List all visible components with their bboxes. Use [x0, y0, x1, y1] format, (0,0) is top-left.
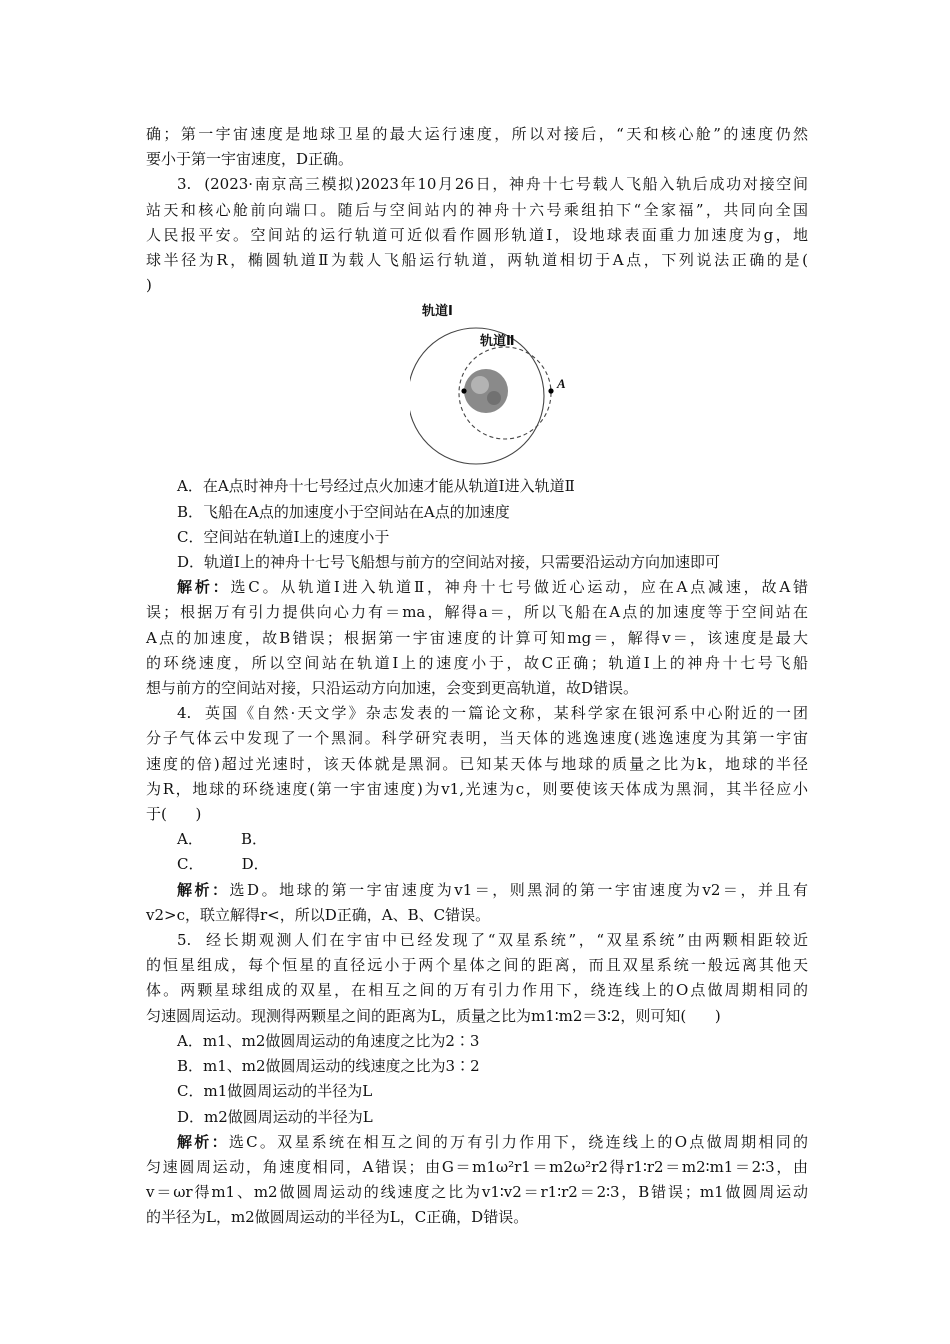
text-line: 球半径为R，椭圆轨道Ⅱ为载人飞船运行轨道，两轨道相切于A点，下列说法正确的是(: [146, 251, 808, 270]
document-page: [146, 122, 808, 1231]
text-line: 匀速圆周运动，角速度相同，A错误；由G＝m1ω²r1＝m2ω²r2得r1∶r2＝m2∶m1＝2∶3，由: [146, 1157, 808, 1176]
analysis-text: 选C。从轨道Ⅰ进入轨道Ⅱ，神舟十七号做近心运动，应在A点减速，故A错: [230, 578, 808, 597]
orbit-1-label: 轨道Ⅰ: [422, 304, 453, 320]
analysis-text: 选C。双星系统在相互之间的万有引力作用下，绕连线上的O点做周期相同的: [228, 1132, 808, 1151]
text-line: 要小于第一宇宙速度，D正确。: [146, 150, 354, 169]
option-a: A．在A点时神舟十七号经过点火加速才能从轨道Ⅰ进入轨道Ⅱ: [177, 477, 575, 496]
option-d: D．轨道Ⅰ上的神舟十七号飞船想与前方的空间站对接，只需要沿运动方向加速即可: [177, 553, 720, 572]
analysis-label: 解析：: [177, 1132, 229, 1151]
text-line: 于( ): [146, 805, 202, 824]
text-line: 分子气体云中发现了一个黑洞。科学研究表明，当天体的逃逸速度(逃逸速度为其第一宇宙: [146, 729, 808, 748]
orbit-figure: [146, 302, 808, 472]
text-line: 速度的倍)超过光速时，该天体就是黑洞。已知某天体与地球的质量之比为k，地球的半径: [146, 754, 808, 773]
question-4-stem: 4. 英国《自然·天文学》杂志发表的一篇论文称，某科学家在银河系中心附近的一团: [177, 704, 808, 723]
point-marker: [461, 389, 466, 394]
option-a: A．m1、m2做圆周运动的角速度之比为2∶3: [177, 1031, 480, 1050]
option-b: B．m1、m2做圆周运动的线速度之比为3∶2: [177, 1057, 480, 1076]
options-cd: C． D．: [177, 855, 269, 874]
option-b: B．飞船在A点的加速度小于空间站在A点的加速度: [177, 502, 510, 521]
text-line: 确；第一宇宙速度是地球卫星的最大运行速度，所以对接后，“天和核心舱”的速度仍然: [146, 125, 808, 143]
analysis-text: 选D。地球的第一宇宙速度为v1＝，则黑洞的第一宇宙速度为v2＝，并且有: [229, 880, 808, 899]
analysis-3: [146, 575, 808, 600]
text-line: 的半径为L，m2做圆周运动的半径为L，C正确，D错误。: [146, 1208, 529, 1227]
text-line: v2>c，联立解得r<，所以D正确，A、B、C错误。: [146, 905, 491, 924]
text-line: 匀速圆周运动。现测得两颗星之间的距离为L，质量之比为m1∶m2＝3∶2，则可知( ): [146, 1006, 721, 1025]
text-line: 误；根据万有引力提供向心力有＝ma，解得a＝，所以飞船在A点的加速度等于空间站在: [146, 603, 808, 622]
option-d: D．m2做圆周运动的半径为L: [177, 1107, 373, 1126]
question-3-stem: 3. (2023·南京高三模拟)2023年10月26日，神舟十七号载人飞船入轨后成功对接空间: [177, 175, 808, 194]
text-line: 想与前方的空间站对接，只沿运动方向加速，会变到更高轨道，故D错误。: [146, 679, 639, 698]
text-line: 的环绕速度，所以空间站在轨道Ⅰ上的速度小于，故C正确；轨道Ⅰ上的神舟十七号飞船: [146, 653, 808, 672]
text-line: v＝ωr得m1、m2做圆周运动的线速度之比为v1∶v2＝r1∶r2＝2∶3，B错误；m1做圆周运动: [146, 1183, 808, 1202]
point-a-marker: [548, 389, 553, 394]
text-line: 为R，地球的环绕速度(第一宇宙速度)为v1,光速为c，则要使该天体成为黑洞，其半径应小: [146, 779, 808, 798]
text-line: 站天和核心舱前向端口。随后与空间站内的神舟十六号乘组拍下“全家福”，共同向全国: [146, 200, 808, 219]
text-line: A点的加速度，故B错误；根据第一宇宙速度的计算可知mg＝，解得v＝，该速度是最大: [146, 628, 808, 647]
text-line: ): [146, 276, 152, 295]
analysis-4: [146, 878, 808, 903]
options-ab: A． B．: [177, 830, 268, 849]
option-c: C．空间站在轨道Ⅰ上的速度小于: [177, 527, 390, 546]
orbit-2-label: 轨道Ⅱ: [480, 334, 515, 350]
text-line: 的恒星组成，每个恒星的直径远小于两个星体之间的距离，而且双星系统一般远离其他天: [146, 956, 808, 975]
analysis-label: 解析：: [177, 578, 231, 597]
point-a-label: A: [557, 376, 566, 392]
orbit-diagram: [410, 302, 560, 472]
question-5-stem: 5. 经长期观测人们在宇宙中已经发现了“双星系统”，“双星系统”由两颗相距较近: [177, 931, 808, 950]
analysis-label: 解析：: [177, 880, 230, 899]
analysis-5: [146, 1130, 808, 1155]
text-line: 体。两颗星球组成的双星，在相互之间的万有引力作用下，绕连线上的O点做周期相同的: [146, 981, 808, 1000]
option-c: C．m1做圆周运动的半径为L: [177, 1082, 373, 1101]
text-line: 人民报平安。空间站的运行轨道可近似看作圆形轨道Ⅰ，设地球表面重力加速度为g，地: [146, 225, 808, 244]
